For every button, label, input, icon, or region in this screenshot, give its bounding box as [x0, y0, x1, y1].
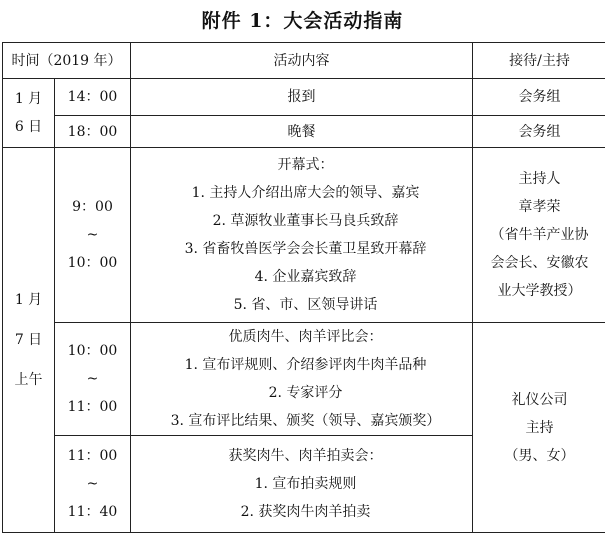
host-line: 礼仪公司 — [473, 386, 605, 414]
date-line: 1 月 — [3, 286, 54, 314]
date-line: 1 月 — [3, 85, 54, 113]
content-cell: 报到 — [131, 79, 473, 116]
host-line: （男、女） — [473, 442, 605, 470]
day1-date-cell — [3, 79, 55, 148]
content-line: 获奖肉牛、肉羊拍卖会： — [139, 442, 472, 470]
content-line: 优质肉牛、肉羊评比会： — [139, 323, 472, 351]
time-line: ~ — [55, 365, 130, 393]
time-cell: 14：00 — [55, 79, 131, 116]
host-line: 主持人 — [473, 165, 605, 193]
date-line: 上午 — [3, 366, 54, 394]
host-cell — [473, 323, 605, 533]
time-cell: 18：00 — [55, 116, 131, 148]
host-line: 主持 — [473, 414, 605, 442]
date-line: 6 日 — [3, 113, 54, 141]
table-row — [3, 323, 605, 436]
time-line: 11：00 — [55, 393, 130, 421]
header-content: 活动内容 — [131, 43, 473, 79]
content-cell — [131, 436, 473, 533]
time-line: 10：00 — [55, 249, 130, 277]
content-line: 2. 专家评分 — [139, 379, 472, 407]
content-cell — [131, 148, 473, 323]
host-line: 业大学教授） — [473, 277, 605, 305]
content-line: 1. 主持人介绍出席大会的领导、嘉宾 — [139, 179, 472, 207]
host-line: （省牛羊产业协 — [473, 221, 605, 249]
content-line: 3. 省畜牧兽医学会会长董卫星致开幕辞 — [139, 235, 472, 263]
content-line: 4. 企业嘉宾致辞 — [139, 263, 472, 291]
content-line: 1. 宣布评规则、介绍参评肉牛肉羊品种 — [139, 351, 472, 379]
time-line: 9：00 — [55, 193, 130, 221]
page-title: 附件 1：大会活动指南 — [0, 6, 605, 33]
schedule-table — [2, 42, 605, 533]
host-line: 章孝荣 — [473, 193, 605, 221]
time-line: ~ — [55, 470, 130, 498]
content-line: 3. 宣布评比结果、颁奖（领导、嘉宾颁奖） — [139, 407, 472, 435]
content-line: 2. 获奖肉牛肉羊拍卖 — [139, 498, 472, 526]
table-row — [3, 148, 605, 323]
content-cell: 晚餐 — [131, 116, 473, 148]
host-line: 会会长、安徽农 — [473, 249, 605, 277]
table-header-row — [3, 43, 605, 79]
header-time: 时间（2019 年） — [3, 43, 131, 79]
time-line: 11：40 — [55, 498, 130, 526]
time-cell — [55, 148, 131, 323]
time-line: ~ — [55, 221, 130, 249]
content-line: 开幕式： — [139, 151, 472, 179]
time-cell — [55, 436, 131, 533]
time-line: 10：00 — [55, 337, 130, 365]
table-row — [3, 116, 605, 148]
host-cell — [473, 148, 605, 323]
content-cell — [131, 323, 473, 436]
host-cell: 会务组 — [473, 116, 605, 148]
time-cell — [55, 323, 131, 436]
header-host: 接待/主持 — [473, 43, 605, 79]
table-row — [3, 79, 605, 116]
content-line: 2. 草源牧业董事长马良兵致辞 — [139, 207, 472, 235]
time-line: 11：00 — [55, 442, 130, 470]
content-line: 5. 省、市、区领导讲话 — [139, 291, 472, 319]
content-line: 1. 宣布拍卖规则 — [139, 470, 472, 498]
day2-date-cell — [3, 148, 55, 533]
date-line: 7 日 — [3, 326, 54, 354]
host-cell: 会务组 — [473, 79, 605, 116]
